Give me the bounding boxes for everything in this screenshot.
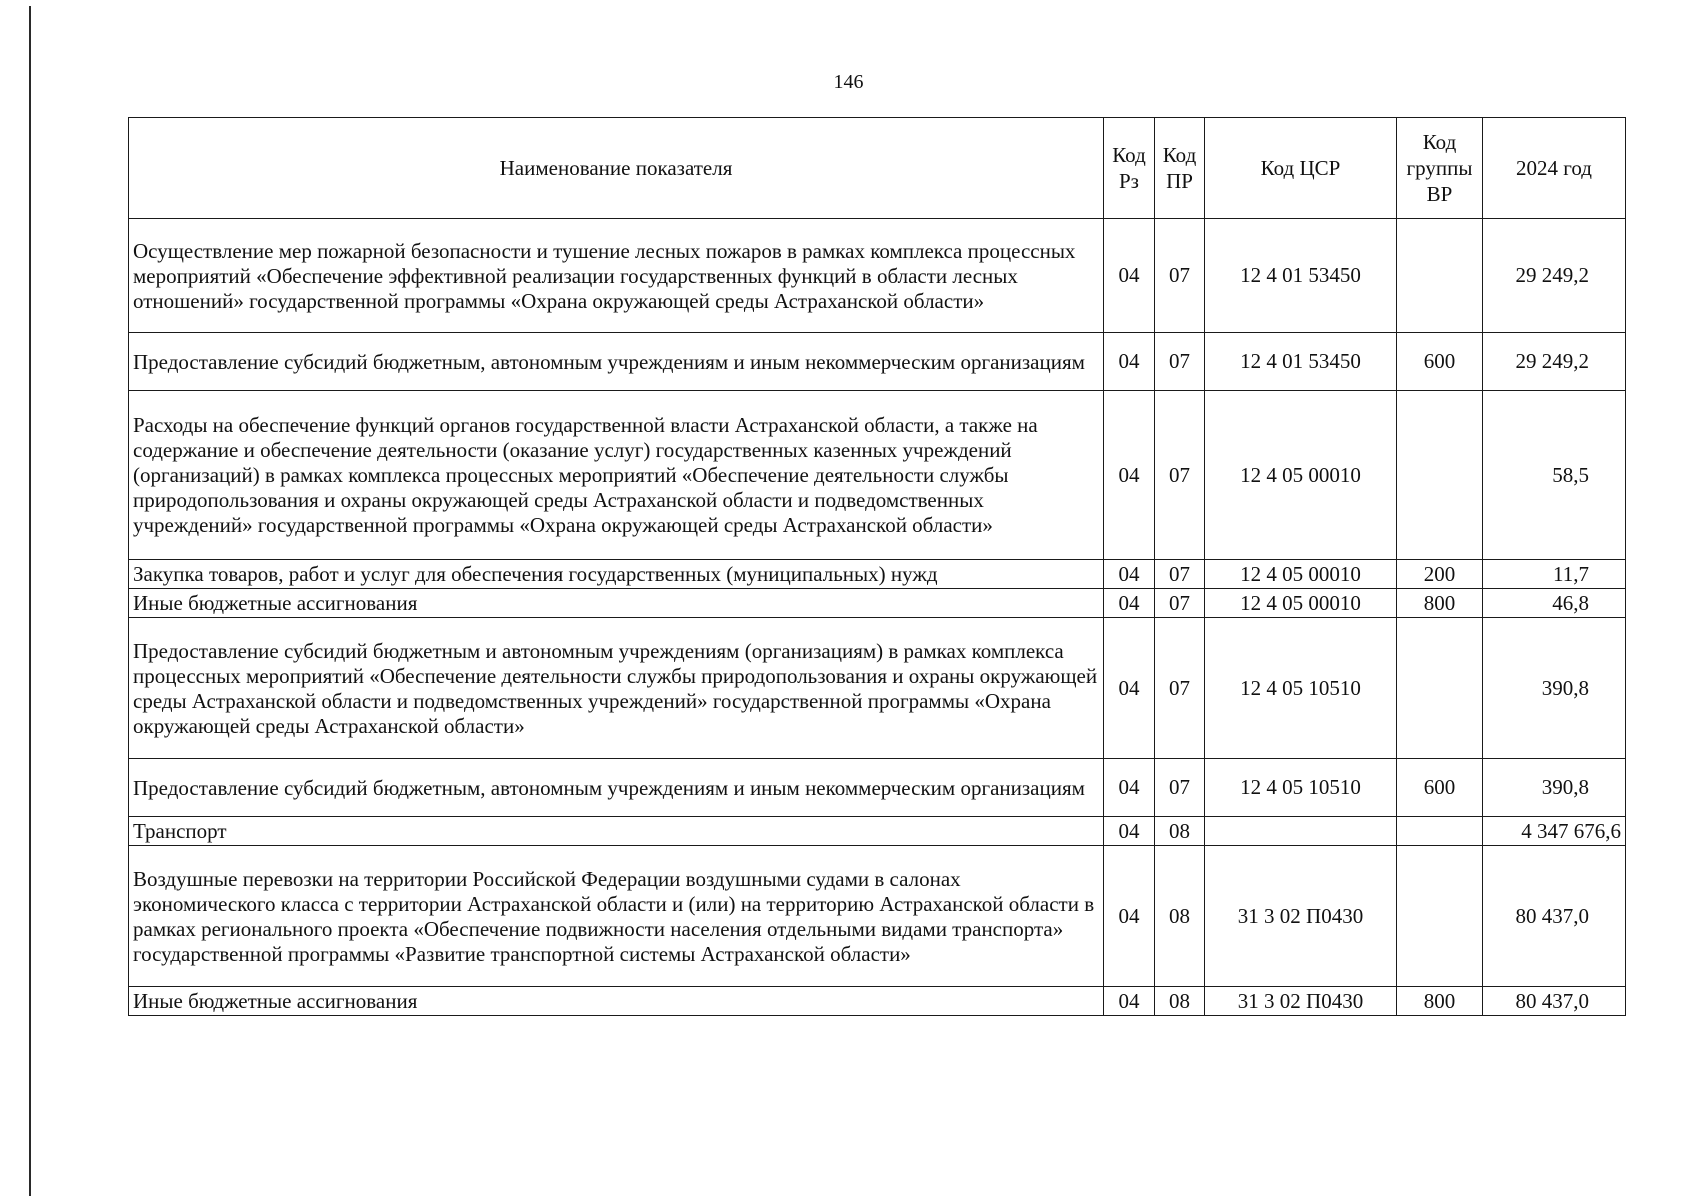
table-row [129,987,1626,1016]
table-row [129,391,1626,560]
scan-edge-line [29,6,31,1196]
row-vr [1397,391,1483,560]
table-header-row [129,118,1626,219]
row-csr: 12 4 05 10510 [1205,618,1397,759]
row-amount: 390,8 [1483,759,1626,817]
table-row [129,846,1626,987]
row-rz: 04 [1104,817,1155,846]
row-amount: 29 249,2 [1483,333,1626,391]
header-csr: Код ЦСР [1205,118,1397,219]
row-name: Иные бюджетные ассигнования [129,589,1104,618]
row-amount: 80 437,0 [1483,987,1626,1016]
header-vr: Код группы ВР [1397,118,1483,219]
row-pr: 07 [1155,759,1205,817]
row-pr: 07 [1155,589,1205,618]
row-vr [1397,817,1483,846]
row-name: Осуществление мер пожарной безопасности и тушение лесных пожаров в рамках комплекса процессных мероприятий «Обеспечение эффективной реализации государственных функций в области лесных отношений» государственной программы «Охрана окружающей среды Астраханской области» [129,219,1104,333]
row-vr: 800 [1397,987,1483,1016]
row-name: Закупка товаров, работ и услуг для обеспечения государственных (муниципальных) нужд [129,560,1104,589]
row-pr: 07 [1155,219,1205,333]
page-number: 146 [833,71,864,93]
row-amount: 4 347 676,6 [1483,817,1626,846]
row-rz: 04 [1104,219,1155,333]
table-row [129,560,1626,589]
row-rz: 04 [1104,759,1155,817]
row-csr: 12 4 05 00010 [1205,391,1397,560]
row-csr: 31 3 02 П0430 [1205,987,1397,1016]
header-year: 2024 год [1483,118,1626,219]
budget-table [128,117,1626,1016]
row-rz: 04 [1104,589,1155,618]
row-amount: 46,8 [1483,589,1626,618]
row-pr: 08 [1155,987,1205,1016]
row-csr: 12 4 05 00010 [1205,589,1397,618]
row-amount: 390,8 [1483,618,1626,759]
row-vr: 800 [1397,589,1483,618]
row-name: Предоставление субсидий бюджетным, автономным учреждениям и иным некоммерческим организациям [129,759,1104,817]
header-pr: Код ПР [1155,118,1205,219]
row-name: Предоставление субсидий бюджетным и автономным учреждениям (организациям) в рамках комплекса процессных мероприятий «Обеспечение деятельности службы природопользования и охраны окружающей среды Астраханской области и подведомственных учреждений» государственной программы «Охрана окружающей среды Астраханской области» [129,618,1104,759]
row-csr: 12 4 01 53450 [1205,219,1397,333]
row-vr: 600 [1397,333,1483,391]
row-vr [1397,846,1483,987]
row-name: Иные бюджетные ассигнования [129,987,1104,1016]
row-rz: 04 [1104,618,1155,759]
row-rz: 04 [1104,391,1155,560]
table-row [129,219,1626,333]
row-pr: 08 [1155,817,1205,846]
row-name: Расходы на обеспечение функций органов государственной власти Астраханской области, а также на содержание и обеспечение деятельности (оказание услуг) государственных казенных учреждений (организаций) в рамках комплекса процессных мероприятий «Обеспечение деятельности службы природопользования и охраны окружающей среды Астраханской области и подведомственных учреждений» государственной программы «Охрана окружающей среды Астраханской области» [129,391,1104,560]
row-rz: 04 [1104,333,1155,391]
row-amount: 29 249,2 [1483,219,1626,333]
row-csr: 12 4 05 00010 [1205,560,1397,589]
row-vr [1397,219,1483,333]
row-amount: 58,5 [1483,391,1626,560]
row-csr [1205,817,1397,846]
table-row [129,333,1626,391]
row-csr: 31 3 02 П0430 [1205,846,1397,987]
table-row [129,759,1626,817]
header-name: Наименование показателя [129,118,1104,219]
row-pr: 07 [1155,391,1205,560]
header-rz: Код Рз [1104,118,1155,219]
row-rz: 04 [1104,560,1155,589]
row-vr: 600 [1397,759,1483,817]
row-rz: 04 [1104,987,1155,1016]
row-amount: 80 437,0 [1483,846,1626,987]
table-row [129,817,1626,846]
table-row [129,618,1626,759]
row-name: Воздушные перевозки на территории Российской Федерации воздушными судами в салонах экономического класса с территории Астраханской области и (или) на территорию Астраханской области в рамках регионального проекта «Обеспечение подвижности населения отдельными видами транспорта» государственной программы «Развитие транспортной системы Астраханской области» [129,846,1104,987]
row-pr: 07 [1155,618,1205,759]
row-name: Транспорт [129,817,1104,846]
row-vr: 200 [1397,560,1483,589]
row-pr: 08 [1155,846,1205,987]
row-pr: 07 [1155,333,1205,391]
row-csr: 12 4 01 53450 [1205,333,1397,391]
row-name: Предоставление субсидий бюджетным, автономным учреждениям и иным некоммерческим организациям [129,333,1104,391]
row-vr [1397,618,1483,759]
row-csr: 12 4 05 10510 [1205,759,1397,817]
table-row [129,589,1626,618]
row-rz: 04 [1104,846,1155,987]
row-amount: 11,7 [1483,560,1626,589]
row-pr: 07 [1155,560,1205,589]
